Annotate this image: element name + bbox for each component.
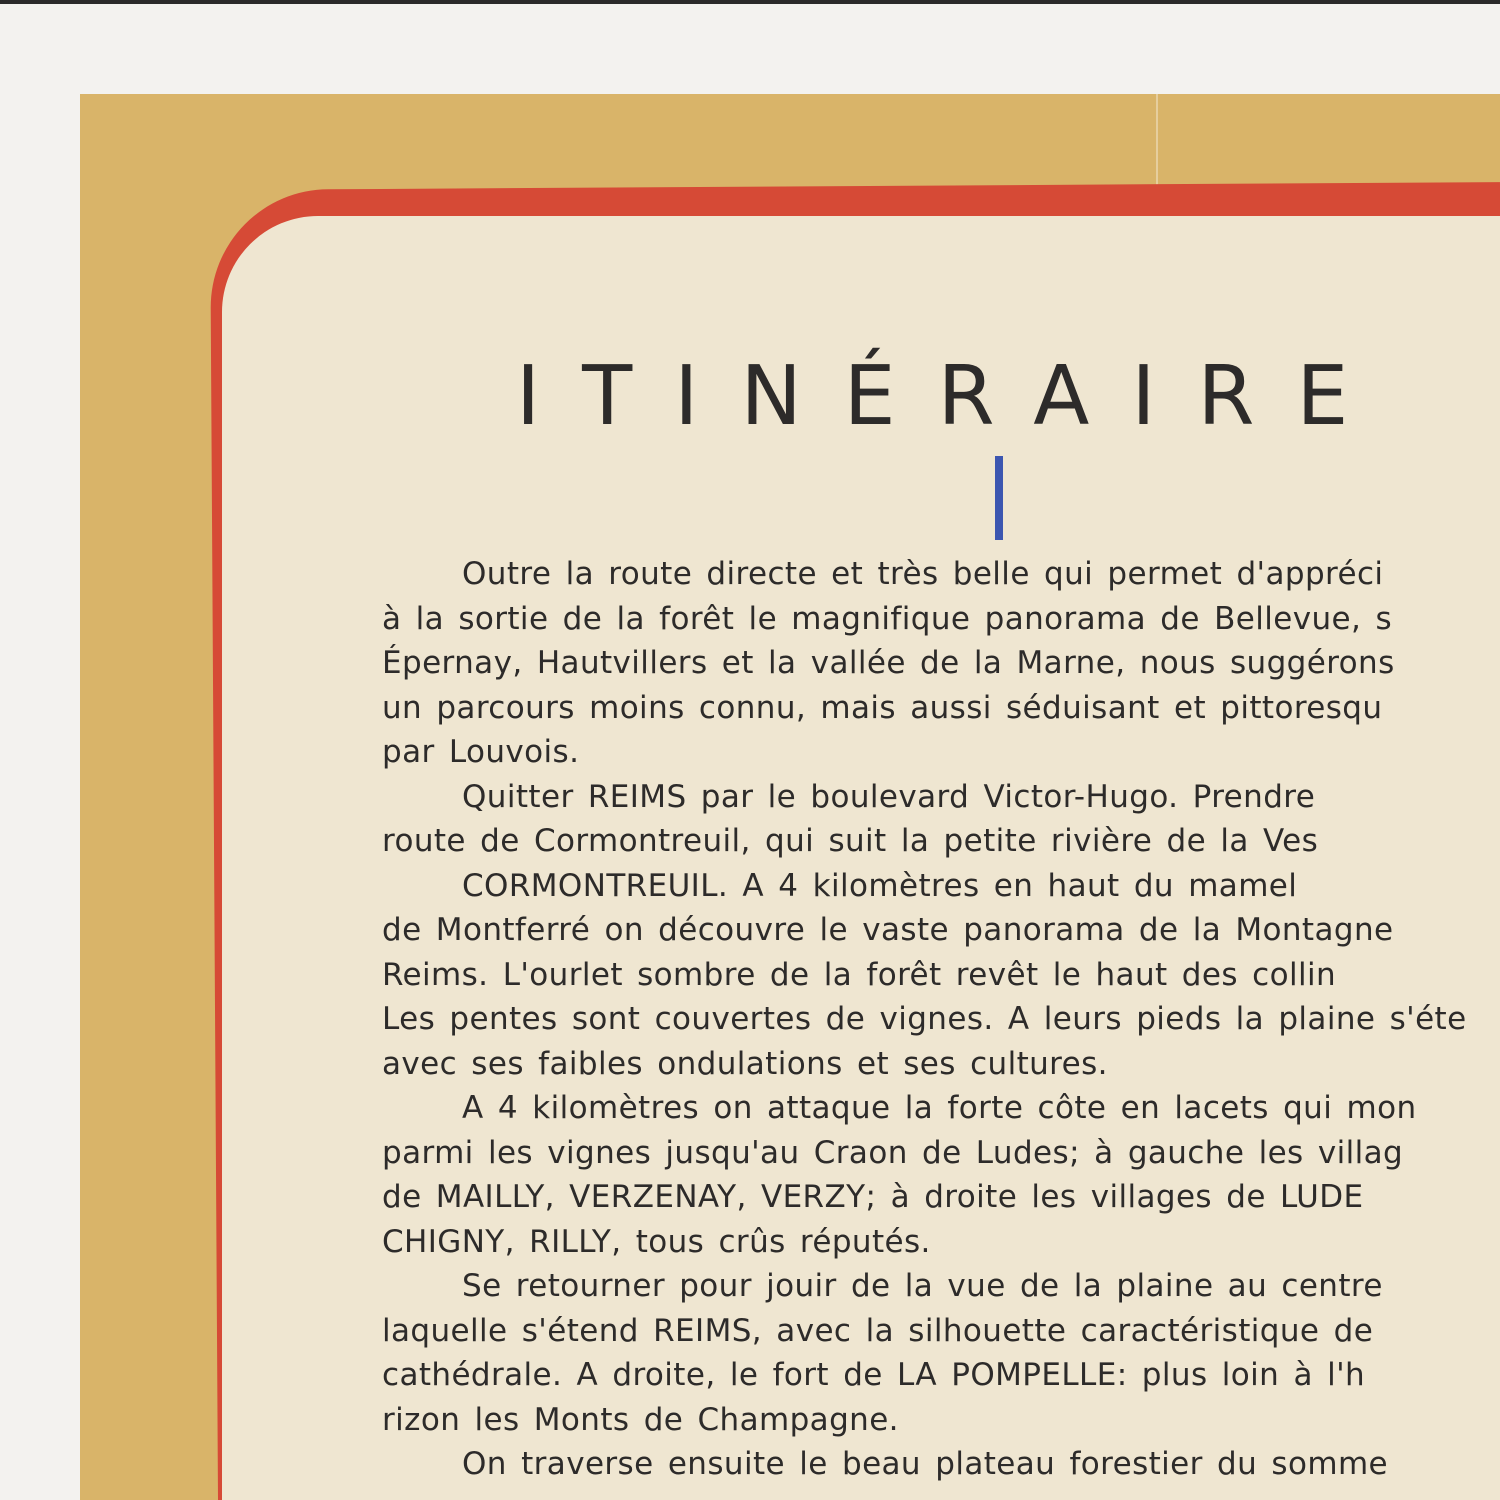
scan-edge xyxy=(0,0,1500,4)
text-line: parmi les vignes jusqu'au Craon de Ludes; à gauche les villag xyxy=(382,1134,1404,1171)
text-line: A 4 kilomètres on attaque la forte côte en lacets qui mon xyxy=(462,1090,1417,1126)
text-line: On traverse ensuite le beau plateau forestier du somme xyxy=(462,1446,1389,1482)
text-line: de Montferré on découvre le vaste panorama de la Montagne xyxy=(382,912,1394,948)
text-line: Quitter REIMS par le boulevard Victor-Hugo. Prendre xyxy=(462,778,1316,815)
text-line: Reims. L'ourlet sombre de la forêt revêt le haut des collin xyxy=(382,956,1337,993)
paragraph xyxy=(382,864,1500,1087)
text-line: Les pentes sont couvertes de vignes. A leurs pieds la plaine s'éte xyxy=(382,1001,1467,1037)
paragraph xyxy=(382,552,1500,775)
text-line: par Louvois. xyxy=(382,734,580,770)
body-text xyxy=(382,552,1500,1487)
paragraph xyxy=(382,1264,1500,1442)
text-line: Se retourner pour jouir de la vue de la plaine au centre xyxy=(462,1268,1383,1304)
text-line: Outre la route directe et très belle qui permet d'appréci xyxy=(462,556,1384,592)
text-line: CORMONTREUIL. A 4 kilomètres en haut du mamel xyxy=(462,867,1298,904)
text-line: route de Cormontreuil, qui suit la petite rivière de la Ves xyxy=(382,823,1319,859)
paragraph xyxy=(382,1086,1500,1264)
title-accent-bar xyxy=(995,456,1003,540)
text-line: Épernay, Hautvillers et la vallée de la Marne, nous suggérons xyxy=(382,645,1395,681)
paragraph xyxy=(382,775,1500,864)
text-line: à la sortie de la forêt le magnifique panorama de Bellevue, s xyxy=(382,600,1393,637)
text-line: un parcours moins connu, mais aussi séduisant et pittoresqu xyxy=(382,689,1383,726)
text-line: rizon les Monts de Champagne. xyxy=(382,1401,899,1438)
text-line: laquelle s'étend REIMS, avec la silhouette caractéristique de xyxy=(382,1312,1374,1349)
text-line: cathédrale. A droite, le fort de LA POMPELLE: plus loin à l'h xyxy=(382,1357,1366,1393)
paragraph xyxy=(382,1442,1500,1487)
text-line: de MAILLY, VERZENAY, VERZY; à droite les villages de LUDE xyxy=(382,1179,1364,1215)
text-line: CHIGNY, RILLY, tous crûs réputés. xyxy=(382,1223,931,1260)
page-title: ITINÉRAIRE xyxy=(516,349,1391,444)
text-line: avec ses faibles ondulations et ses cultures. xyxy=(382,1045,1108,1082)
